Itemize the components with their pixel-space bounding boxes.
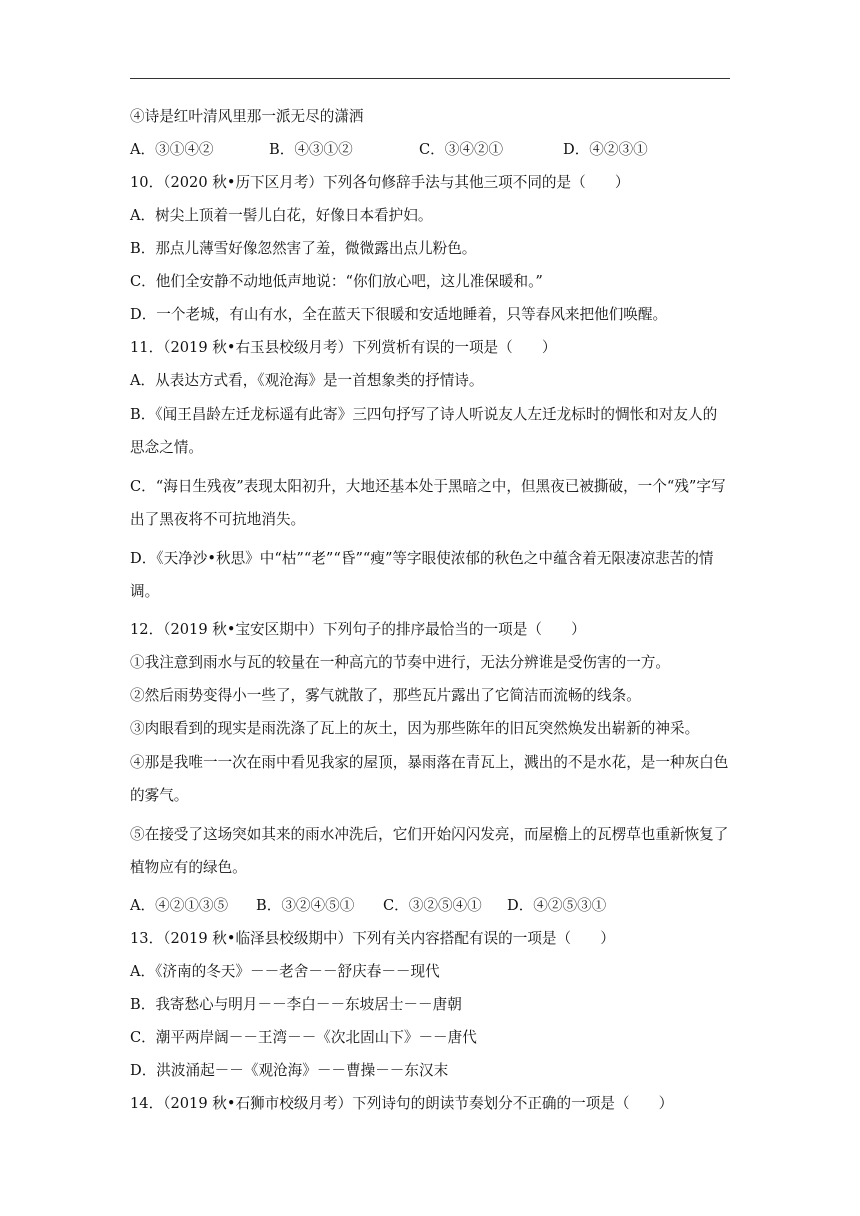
q10-option-c: C．他们全安静不动地低声地说：“你们放心吧，这儿准保暖和。” bbox=[130, 273, 543, 290]
q10-option-a: A．树尖上顶着一髻儿白花，好像日本看护妇。 bbox=[130, 207, 433, 224]
page-content bbox=[130, 106, 730, 1126]
q12-option-a: A．④②①③⑤ bbox=[130, 897, 229, 914]
q14-stem: 14．（2019 秋•石狮市校级月考）下列诗句的朗读节奏划分不正确的一项是（ ） bbox=[130, 1095, 674, 1112]
q10-option-d: D．一个老城，有山有水，全在蓝天下很暖和安适地睡着，只等春风来把他们唤醒。 bbox=[130, 306, 668, 323]
q12-sentence-3: ③肉眼看到的现实是雨洗涤了瓦上的灰土，因为那些陈年的旧瓦突然焕发出崭新的神采。 bbox=[130, 720, 700, 737]
q12-option-b: B．③②④⑤① bbox=[256, 897, 355, 914]
q13-option-d: D．洪波涌起－－《观沧海》－－曹操－－东汉末 bbox=[130, 1062, 449, 1079]
q11-option-b: B．《闻王昌龄左迁龙标遥有此寄》三四句抒写了诗人听说友人左迁龙标时的惆怅和对友人的思念之情。 bbox=[130, 406, 718, 456]
q10-option-b: B．那点儿薄雪好像忽然害了羞，微微露出点儿粉色。 bbox=[130, 240, 477, 257]
q12-sentence-2: ②然后雨势变得小一些了，雾气就散了，那些瓦片露出了它简洁而流畅的线条。 bbox=[130, 687, 641, 704]
q10-stem: 10．（2020 秋•历下区月考）下列各句修辞手法与其他三项不同的是（ ） bbox=[130, 174, 630, 191]
q12-option-c: C．③②⑤④① bbox=[383, 897, 482, 914]
q12-sentence-5: ⑤在接受了这场突如其来的雨水冲洗后，它们开始闪闪发亮，而屋檐上的瓦楞草也重新恢复了植物应有的绿色。 bbox=[130, 826, 729, 876]
q12-options bbox=[130, 895, 730, 917]
prev-options bbox=[130, 139, 730, 161]
q11-option-d: D．《天净沙•秋思》中“枯”“老”“昏”“瘦”等字眼使浓郁的秋色之中蕴含着无限凄凉悲苦的情调。 bbox=[130, 550, 714, 600]
prev-option-a: A．③①④② bbox=[130, 141, 214, 158]
q11-option-a: A．从表达方式看，《观沧海》是一首想象类的抒情诗。 bbox=[130, 372, 484, 389]
q11-option-c: C．“海日生残夜”表现太阳初升，大地还基本处于黑暗之中，但黑夜已被撕破，一个“残”字写出了黑夜将不可抗地消失。 bbox=[130, 478, 726, 528]
q12-option-d: D．④②⑤③① bbox=[507, 897, 607, 914]
q12-stem: 12．（2019 秋•宝安区期中）下列句子的排序最恰当的一项是（ ） bbox=[130, 621, 586, 638]
prev-item-4: ④诗是红叶清风里那一派无尽的潇洒 bbox=[130, 108, 364, 125]
prev-option-d: D．④②③① bbox=[563, 141, 648, 158]
q13-option-b: B．我寄愁心与明月－－李白－－东坡居士－－唐朝 bbox=[130, 996, 462, 1013]
q13-option-c: C．潮平两岸阔－－王湾－－《次北固山下》－－唐代 bbox=[130, 1029, 477, 1046]
q13-option-a: A．《济南的冬天》－－老舍－－舒庆春－－现代 bbox=[130, 963, 440, 980]
q12-sentence-1: ①我注意到雨水与瓦的较量在一种高亢的节奏中进行，无法分辨谁是受伤害的一方。 bbox=[130, 654, 670, 671]
q11-stem: 11．（2019 秋•右玉县校级月考）下列赏析有误的一项是（ ） bbox=[130, 339, 557, 356]
q12-sentence-4: ④那是我唯一一次在雨中看见我家的屋顶，暴雨落在青瓦上，溅出的不是水花，是一种灰白色的雾气。 bbox=[130, 754, 729, 804]
prev-option-c: C．③④②① bbox=[419, 141, 504, 158]
prev-option-b: B．④③①② bbox=[269, 141, 353, 158]
header-rule bbox=[130, 78, 730, 79]
q13-stem: 13．（2019 秋•临泽县校级期中）下列有关内容搭配有误的一项是（ ） bbox=[130, 930, 615, 947]
